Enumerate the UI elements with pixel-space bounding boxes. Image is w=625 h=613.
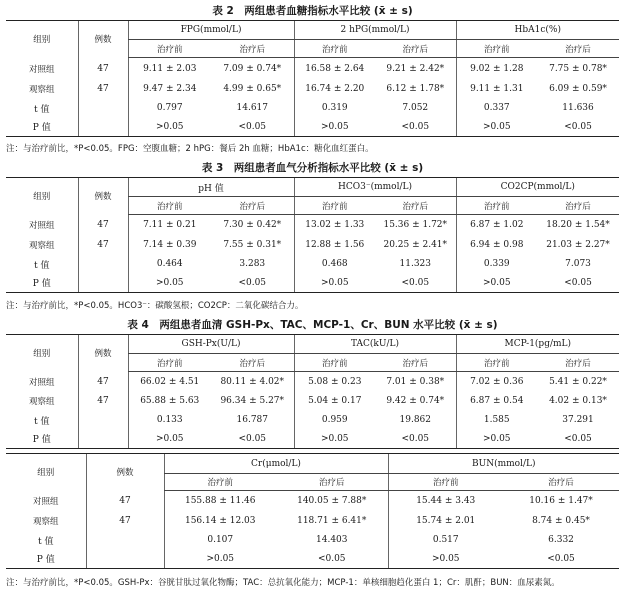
table4-title: 表 4 两组患者血清 GSH-Px、TAC、MCP-1、Cr、BUN 水平比较 (x̄ ± s): [127, 319, 498, 331]
sub-header: 治疗后: [537, 40, 619, 58]
cell: 7.55 ± 0.31*: [223, 240, 282, 250]
cell: >0.05: [388, 550, 503, 569]
table-row: [6, 118, 619, 137]
cell: 6.09 ± 0.59*: [549, 84, 607, 94]
cell: <0.05: [375, 118, 456, 137]
cell: 5.41 ± 0.22*: [549, 376, 607, 387]
row-label: 观察组: [28, 241, 55, 251]
row-n: [78, 255, 128, 274]
sub-header: 治疗后: [375, 40, 456, 58]
cell: 19.862: [399, 415, 431, 425]
cell: 9.11 ± 1.31: [456, 80, 537, 99]
sub-header: 治疗前: [456, 197, 537, 215]
sub-header: 治疗后: [503, 474, 619, 491]
cell: 6.87 ± 1.02: [456, 215, 537, 236]
table-row: [6, 531, 619, 550]
cell: 96.34 ± 5.27*: [220, 396, 285, 406]
cell: 9.11 ± 2.03: [128, 58, 211, 80]
table-row: [6, 274, 619, 293]
sub-header: 治疗前: [388, 474, 503, 491]
sub-header: 治疗后: [211, 197, 294, 215]
cell: 14.617: [236, 103, 268, 113]
cell: 0.468: [294, 255, 375, 274]
cell: <0.05: [375, 430, 456, 449]
header-tac: TAC(kU/L): [294, 335, 456, 354]
cell: 10.16 ± 1.47*: [529, 496, 593, 507]
cell: 3.283: [239, 259, 266, 269]
cell: >0.05: [128, 274, 211, 293]
cell: 16.58 ± 2.64: [294, 58, 375, 80]
row-label: 对照组: [28, 64, 55, 75]
table4: [6, 334, 619, 449]
cell: >0.05: [456, 274, 537, 293]
row-label: 对照组: [28, 221, 55, 231]
header-n: 例数: [78, 178, 128, 215]
cell: <0.05: [276, 550, 388, 569]
table-row: [6, 491, 619, 512]
row-n: 47: [78, 372, 128, 392]
cell: 15.74 ± 2.01: [388, 512, 503, 531]
table3-title: 表 3 两组患者血气分析指标水平比较 (x̄ ± s): [201, 162, 424, 174]
cell: <0.05: [211, 430, 294, 449]
header-bun: BUN(mmol/L): [388, 454, 619, 474]
header-hba1c: HbA1c(%): [456, 21, 619, 40]
header-2hpg: 2 hPG(mmol/L): [294, 21, 456, 40]
cell: 8.74 ± 0.45*: [532, 516, 590, 526]
sub-header: 治疗后: [375, 197, 456, 215]
table2: [6, 20, 619, 137]
cell: <0.05: [211, 274, 294, 293]
row-label: t 值: [34, 416, 50, 427]
table3-note: 注：与治疗前比，*P<0.05。HCO3⁻：碳酸氢根；CO2CP：二氧化碳结合力。: [6, 301, 304, 311]
header-fpg: FPG(mmol/L): [128, 21, 294, 40]
cell: 1.585: [456, 411, 537, 430]
sub-header: 治疗前: [164, 474, 276, 491]
cell: 15.36 ± 1.72*: [383, 220, 448, 231]
cell: 6.332: [548, 535, 574, 545]
table-row: [6, 99, 619, 118]
cell: 0.959: [294, 411, 375, 430]
cell: 7.09 ± 0.74*: [223, 63, 282, 74]
cell: 15.44 ± 3.43: [388, 491, 503, 512]
row-label: t 值: [34, 260, 50, 271]
row-n: [78, 274, 128, 293]
cell: >0.05: [128, 118, 211, 137]
cell: >0.05: [128, 430, 211, 449]
row-n: [78, 99, 128, 118]
row-label: 观察组: [28, 85, 55, 95]
cell: 7.052: [402, 103, 429, 113]
cell: 80.11 ± 4.02*: [220, 376, 285, 387]
table4-continued: [6, 453, 619, 569]
cell: 4.99 ± 0.65*: [223, 84, 282, 94]
cell: 9.42 ± 0.74*: [386, 396, 445, 406]
cell: 16.787: [236, 415, 268, 425]
sub-header: 治疗前: [294, 40, 375, 58]
row-label: 观察组: [32, 517, 59, 527]
row-n: 47: [86, 491, 164, 512]
table-row: [6, 411, 619, 430]
header-gsh-px: GSH-Px(U/L): [128, 335, 294, 354]
cell: 5.08 ± 0.23: [294, 372, 375, 392]
cell: 7.11 ± 0.21: [128, 215, 211, 236]
cell: 0.319: [294, 99, 375, 118]
sub-header: 治疗前: [456, 40, 537, 58]
row-label: P 值: [6, 550, 86, 569]
table-row: [6, 392, 619, 411]
sub-header: 治疗后: [537, 354, 619, 372]
cell: 6.87 ± 0.54: [456, 392, 537, 411]
header-ph: pH 值: [128, 178, 294, 197]
sub-header: 治疗前: [128, 197, 211, 215]
sub-header: 治疗前: [128, 40, 211, 58]
row-label: 对照组: [32, 497, 59, 507]
table-row: [6, 80, 619, 99]
table-row: [6, 372, 619, 392]
cell: 6.94 ± 0.98: [456, 236, 537, 255]
sub-header: 治疗后: [375, 354, 456, 372]
row-n: [78, 411, 128, 430]
sub-header: 治疗后: [537, 197, 619, 215]
sub-header: 治疗前: [294, 354, 375, 372]
cell: 0.517: [388, 531, 503, 550]
row-label: P 值: [6, 118, 78, 137]
table2-note: 注：与治疗前比，*P<0.05。FPG：空腹血糖；2 hPG：餐后 2h 血糖；HbA1c：糖化血红蛋白。: [6, 144, 374, 154]
header-hco3: HCO3⁻(mmol/L): [294, 178, 456, 197]
header-n: 例数: [78, 335, 128, 372]
table-row: [6, 255, 619, 274]
cell: 37.291: [562, 415, 594, 425]
header-n: 例数: [86, 454, 164, 491]
cell: <0.05: [537, 430, 619, 449]
cell: >0.05: [294, 430, 375, 449]
cell: 16.74 ± 2.20: [294, 80, 375, 99]
cell: 21.03 ± 2.27*: [546, 240, 610, 250]
row-n: 47: [78, 392, 128, 411]
cell: 0.107: [164, 531, 276, 550]
table4-note: 注：与治疗前比，*P<0.05。GSH-Px：谷胱甘肽过氧化物酶；TAC：总抗氧化能力；MCP-1：单核细胞趋化蛋白 1；Cr：肌酐；BUN：血尿素氮。: [6, 578, 560, 588]
row-n: 47: [78, 58, 128, 80]
sub-header: 治疗前: [128, 354, 211, 372]
cell: 7.073: [565, 259, 591, 269]
table-row: [6, 430, 619, 449]
cell: 20.25 ± 2.41*: [383, 240, 448, 250]
sub-header: 治疗后: [211, 354, 294, 372]
cell: 14.403: [316, 535, 348, 545]
cell: 5.04 ± 0.17: [294, 392, 375, 411]
table-row: [6, 236, 619, 255]
cell: 66.02 ± 4.51: [128, 372, 211, 392]
header-group: 组别: [6, 454, 86, 491]
sub-header: 治疗前: [456, 354, 537, 372]
cell: 0.797: [128, 99, 211, 118]
cell: 9.02 ± 1.28: [456, 58, 537, 80]
cell: 118.71 ± 6.41*: [297, 516, 367, 526]
cell: >0.05: [456, 118, 537, 137]
cell: 7.30 ± 0.42*: [223, 220, 282, 231]
row-n: 47: [78, 236, 128, 255]
header-group: 组别: [6, 178, 78, 215]
header-mcp1: MCP-1(pg/mL): [456, 335, 619, 354]
header-co2cp: CO2CP(mmol/L): [456, 178, 619, 197]
cell: 65.88 ± 5.63: [128, 392, 211, 411]
cell: 7.01 ± 0.38*: [386, 376, 445, 387]
row-n: [86, 550, 164, 569]
row-label: t 值: [34, 104, 50, 115]
cell: <0.05: [537, 274, 619, 293]
cell: >0.05: [294, 274, 375, 293]
sub-header: 治疗后: [211, 40, 294, 58]
cell: 11.636: [562, 103, 594, 113]
cell: 18.20 ± 1.54*: [546, 220, 610, 231]
sub-header: 治疗前: [294, 197, 375, 215]
cell: 0.464: [128, 255, 211, 274]
cell: 7.14 ± 0.39: [128, 236, 211, 255]
row-n: [78, 118, 128, 137]
cell: 0.133: [128, 411, 211, 430]
cell: 13.02 ± 1.33: [294, 215, 375, 236]
cell: 9.47 ± 2.34: [128, 80, 211, 99]
cell: 140.05 ± 7.88*: [297, 496, 367, 507]
table2-title: 表 2 两组患者血糖指标水平比较 (x̄ ± s): [212, 5, 413, 17]
row-label: 观察组: [28, 397, 55, 407]
cell: 7.02 ± 0.36: [456, 372, 537, 392]
cell: 4.02 ± 0.13*: [549, 396, 607, 406]
table-row: [6, 58, 619, 80]
row-n: [86, 531, 164, 550]
row-label: 对照组: [28, 377, 55, 388]
header-group: 组别: [6, 335, 78, 372]
row-n: 47: [86, 512, 164, 531]
row-n: 47: [78, 215, 128, 236]
header-group: 组别: [6, 21, 78, 58]
cell: 0.337: [456, 99, 537, 118]
cell: 0.339: [456, 255, 537, 274]
cell: 155.88 ± 11.46: [164, 491, 276, 512]
cell: 7.75 ± 0.78*: [549, 63, 607, 74]
row-label: P 值: [6, 274, 78, 293]
cell: >0.05: [294, 118, 375, 137]
row-label: t 值: [38, 536, 54, 547]
cell: 11.323: [399, 259, 432, 269]
cell: <0.05: [503, 550, 619, 569]
header-n: 例数: [78, 21, 128, 58]
sub-header: 治疗后: [276, 474, 388, 491]
cell: <0.05: [375, 274, 456, 293]
table3: [6, 177, 619, 293]
cell: 12.88 ± 1.56: [294, 236, 375, 255]
cell: <0.05: [211, 118, 294, 137]
row-n: 47: [78, 80, 128, 99]
cell: >0.05: [456, 430, 537, 449]
cell: 156.14 ± 12.03: [164, 512, 276, 531]
row-label: P 值: [6, 430, 78, 449]
cell: 6.12 ± 1.78*: [386, 84, 445, 94]
table-row: [6, 215, 619, 236]
row-n: [78, 430, 128, 449]
table-row: [6, 550, 619, 569]
header-cr: Cr(μmol/L): [164, 454, 388, 474]
cell: <0.05: [537, 118, 619, 137]
cell: 9.21 ± 2.42*: [386, 63, 445, 74]
cell: >0.05: [164, 550, 276, 569]
table-row: [6, 512, 619, 531]
